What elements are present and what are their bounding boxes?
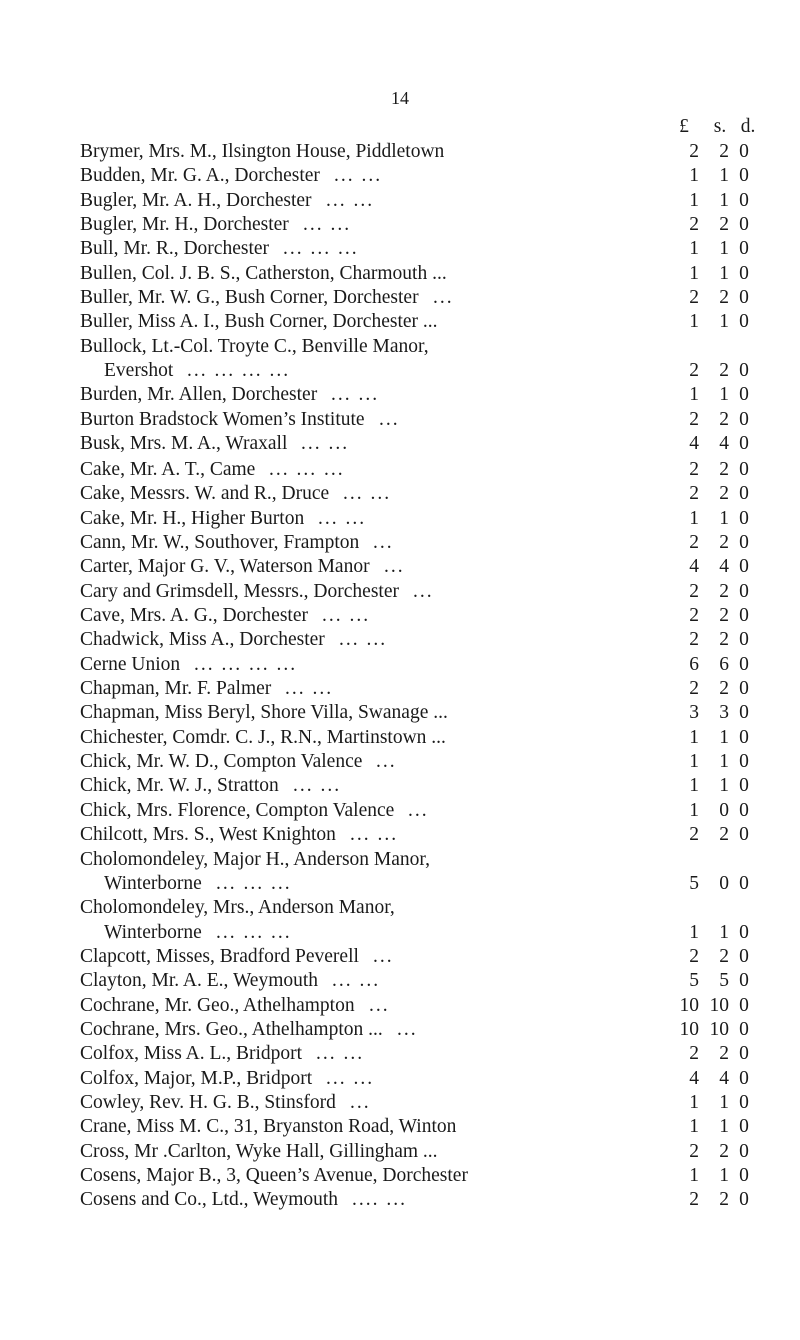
pence-header: d. bbox=[740, 116, 756, 137]
pounds-amount: 2 bbox=[689, 1140, 699, 1162]
pounds-amount: 1 bbox=[689, 751, 699, 773]
subscriber-name: Chichester, Comdr. C. J., R.N., Martinstown ... bbox=[80, 726, 446, 748]
list-item bbox=[0, 531, 800, 555]
list-item bbox=[0, 604, 800, 628]
list-item bbox=[0, 750, 800, 774]
leader-dots: ... ... bbox=[285, 678, 334, 700]
list-item bbox=[0, 555, 800, 579]
pounds-amount: 2 bbox=[689, 605, 699, 627]
leader-dots: ... bbox=[373, 945, 394, 967]
shillings-amount: 5 bbox=[719, 970, 729, 992]
leader-dots: ... bbox=[350, 1091, 371, 1113]
subscriber-name: Brymer, Mrs. M., Ilsington House, Piddletown bbox=[80, 141, 445, 162]
pounds-amount: 1 bbox=[689, 189, 699, 211]
list-item bbox=[0, 359, 800, 383]
list-item bbox=[0, 921, 800, 945]
pounds-amount: 2 bbox=[689, 287, 699, 309]
subscriber-name: Colfox, Miss A. L., Bridport bbox=[80, 1043, 303, 1065]
subscriber-name: Chapman, Mr. F. Palmer bbox=[80, 678, 272, 700]
subscriber-name: Cosens and Co., Ltd., Weymouth bbox=[80, 1189, 339, 1211]
pounds-amount: 2 bbox=[689, 678, 699, 700]
subscriber-name: Cochrane, Mr. Geo., Athelhampton bbox=[80, 994, 355, 1016]
subscriber-name: Winterborne bbox=[104, 921, 202, 943]
list-item bbox=[0, 164, 800, 188]
pence-amount: 0 bbox=[739, 702, 749, 724]
list-item bbox=[0, 507, 800, 531]
list-item bbox=[0, 896, 800, 920]
shillings-amount: 1 bbox=[719, 921, 729, 943]
pounds-amount: 1 bbox=[689, 1116, 699, 1138]
subscriber-name: Cholomondeley, Mrs., Anderson Manor, bbox=[80, 897, 395, 919]
shillings-amount: 1 bbox=[719, 1164, 729, 1186]
list-item bbox=[0, 799, 800, 823]
leader-dots: ... ... ... bbox=[216, 921, 292, 943]
leader-dots: ... bbox=[397, 1018, 418, 1040]
shillings-amount: 2 bbox=[719, 459, 729, 480]
leader-dots: ... ... bbox=[318, 507, 367, 529]
list-item bbox=[0, 140, 800, 164]
shillings-amount: 4 bbox=[719, 433, 729, 455]
pounds-amount: 3 bbox=[689, 702, 699, 724]
shillings-amount: 2 bbox=[719, 1189, 729, 1211]
list-item bbox=[0, 310, 800, 334]
shillings-amount: 1 bbox=[719, 189, 729, 211]
leader-dots: ... ... bbox=[343, 483, 392, 505]
shillings-amount: 2 bbox=[719, 287, 729, 309]
leader-dots: ... ... ... ... bbox=[194, 653, 298, 675]
list-item bbox=[0, 1164, 800, 1188]
list-item bbox=[0, 213, 800, 237]
list-item bbox=[0, 237, 800, 261]
pounds-amount: 2 bbox=[689, 483, 699, 505]
leader-dots: ... bbox=[384, 556, 405, 578]
list-item bbox=[0, 189, 800, 213]
shillings-amount: 1 bbox=[719, 311, 729, 333]
subscriber-name: Cake, Mr. H., Higher Burton bbox=[80, 507, 305, 529]
shillings-amount: 2 bbox=[719, 580, 729, 602]
list-item bbox=[0, 945, 800, 969]
list-item bbox=[0, 482, 800, 506]
subscriber-name: Buller, Mr. W. G., Bush Corner, Dorchester bbox=[80, 287, 419, 309]
pounds-amount: 2 bbox=[689, 408, 699, 430]
pounds-amount: 1 bbox=[689, 262, 699, 284]
subscriber-name: Bugler, Mr. A. H., Dorchester bbox=[80, 189, 312, 211]
shillings-amount: 1 bbox=[719, 726, 729, 748]
list-item bbox=[0, 774, 800, 798]
pounds-amount: 1 bbox=[689, 238, 699, 260]
list-item bbox=[0, 1091, 800, 1115]
pence-amount: 0 bbox=[739, 507, 749, 529]
leader-dots: ... bbox=[373, 532, 394, 554]
pounds-amount: 4 bbox=[689, 433, 699, 455]
subscriber-name: Burton Bradstock Women’s Institute bbox=[80, 408, 365, 430]
pence-amount: 0 bbox=[739, 287, 749, 309]
pounds-amount: 2 bbox=[689, 360, 699, 382]
column-headers bbox=[0, 116, 800, 140]
pounds-amount: 1 bbox=[689, 1091, 699, 1113]
shillings-amount: 2 bbox=[719, 605, 729, 627]
pounds-amount: 2 bbox=[689, 580, 699, 602]
leader-dots: ... ... bbox=[332, 970, 381, 992]
shillings-amount: 2 bbox=[719, 629, 729, 651]
pounds-amount: 2 bbox=[689, 532, 699, 554]
shillings-amount: 4 bbox=[719, 556, 729, 578]
list-item bbox=[0, 872, 800, 896]
pence-amount: 0 bbox=[739, 945, 749, 967]
leader-dots: ... bbox=[376, 751, 397, 773]
pounds-amount: 1 bbox=[689, 799, 699, 821]
shillings-amount: 1 bbox=[719, 751, 729, 773]
shillings-amount: 4 bbox=[719, 1067, 729, 1089]
pence-amount: 0 bbox=[739, 189, 749, 211]
pence-amount: 0 bbox=[739, 384, 749, 406]
pence-amount: 0 bbox=[739, 994, 749, 1016]
subscriber-name: Cross, Mr .Carlton, Wyke Hall, Gillingham ... bbox=[80, 1140, 438, 1162]
pounds-amount: 1 bbox=[689, 726, 699, 748]
leader-dots: ... ... bbox=[303, 214, 352, 236]
leader-dots: ... ... bbox=[350, 824, 399, 846]
subscriber-list-b bbox=[0, 140, 800, 456]
pounds-amount: 5 bbox=[689, 970, 699, 992]
leader-dots: ... ... ... ... bbox=[187, 360, 291, 382]
pounds-amount: 1 bbox=[689, 921, 699, 943]
shillings-amount: 0 bbox=[719, 799, 729, 821]
list-item bbox=[0, 1067, 800, 1091]
leader-dots: ... ... ... bbox=[216, 872, 292, 894]
shillings-amount: 0 bbox=[719, 872, 729, 894]
subscriber-name: Cann, Mr. W., Southover, Frampton bbox=[80, 532, 360, 554]
pounds-amount: 1 bbox=[689, 775, 699, 797]
subscriber-name: Cowley, Rev. H. G. B., Stinsford bbox=[80, 1091, 336, 1113]
leader-dots: ... ... bbox=[326, 1067, 375, 1089]
leader-dots: ... ... bbox=[301, 433, 350, 455]
leader-dots: ... ... bbox=[339, 629, 388, 651]
pence-amount: 0 bbox=[739, 1164, 749, 1186]
leader-dots: ... ... bbox=[316, 1043, 365, 1065]
pence-amount: 0 bbox=[739, 360, 749, 382]
subscriber-name: Chilcott, Mrs. S., West Knighton bbox=[80, 824, 336, 846]
shillings-amount: 2 bbox=[719, 483, 729, 505]
subscriber-name: Bullock, Lt.-Col. Troyte C., Benville Manor, bbox=[80, 335, 429, 357]
subscriber-name: Crane, Miss M. C., 31, Bryanston Road, Winton bbox=[80, 1116, 457, 1138]
pence-amount: 0 bbox=[739, 532, 749, 554]
pence-amount: 0 bbox=[739, 653, 749, 675]
list-item bbox=[0, 969, 800, 993]
list-item bbox=[0, 653, 800, 677]
pence-amount: 0 bbox=[739, 751, 749, 773]
pence-amount: 0 bbox=[739, 970, 749, 992]
shillings-amount: 2 bbox=[719, 824, 729, 846]
subscriber-name: Cochrane, Mrs. Geo., Athelhampton ... bbox=[80, 1018, 383, 1040]
shillings-amount: 1 bbox=[719, 262, 729, 284]
subscriber-name: Cerne Union bbox=[80, 653, 181, 675]
pence-amount: 0 bbox=[739, 775, 749, 797]
leader-dots: ... bbox=[379, 408, 400, 430]
subscriber-name: Carter, Major G. V., Waterson Manor bbox=[80, 556, 370, 578]
list-item bbox=[0, 628, 800, 652]
pounds-amount: 1 bbox=[689, 311, 699, 333]
pence-amount: 0 bbox=[739, 262, 749, 284]
list-item bbox=[0, 1115, 800, 1139]
leader-dots: ... ... bbox=[334, 165, 383, 187]
pence-amount: 0 bbox=[739, 408, 749, 430]
list-item bbox=[0, 848, 800, 872]
pence-amount: 0 bbox=[739, 678, 749, 700]
shillings-amount: 1 bbox=[719, 1091, 729, 1113]
pounds-amount: 5 bbox=[689, 872, 699, 894]
list-item bbox=[0, 383, 800, 407]
pounds-amount: 1 bbox=[689, 507, 699, 529]
subscriber-name: Cave, Mrs. A. G., Dorchester bbox=[80, 605, 308, 627]
list-item bbox=[0, 335, 800, 359]
shillings-amount: 3 bbox=[719, 702, 729, 724]
pence-amount: 0 bbox=[739, 214, 749, 236]
shillings-amount: 1 bbox=[719, 384, 729, 406]
pence-amount: 0 bbox=[739, 629, 749, 651]
shillings-amount: 2 bbox=[719, 945, 729, 967]
shillings-amount: 2 bbox=[719, 532, 729, 554]
pence-amount: 0 bbox=[739, 824, 749, 846]
pence-amount: 0 bbox=[739, 799, 749, 821]
pounds-amount: 6 bbox=[689, 653, 699, 675]
pounds-amount: 4 bbox=[689, 556, 699, 578]
subscriber-name: Clapcott, Misses, Bradford Peverell bbox=[80, 945, 359, 967]
pounds-amount: 1 bbox=[689, 384, 699, 406]
pounds-header: £ bbox=[679, 116, 689, 137]
pounds-amount: 1 bbox=[689, 165, 699, 187]
shillings-amount: 2 bbox=[719, 141, 729, 162]
list-item bbox=[0, 432, 800, 456]
list-item bbox=[0, 1042, 800, 1066]
leader-dots: ... bbox=[369, 994, 390, 1016]
leader-dots: .... ... bbox=[352, 1189, 407, 1211]
list-item bbox=[0, 823, 800, 847]
list-item bbox=[0, 726, 800, 750]
subscriber-name: Chapman, Miss Beryl, Shore Villa, Swanage ... bbox=[80, 702, 448, 724]
subscriber-name: Cary and Grimsdell, Messrs., Dorchester bbox=[80, 580, 399, 602]
pence-amount: 0 bbox=[739, 726, 749, 748]
pence-amount: 0 bbox=[739, 141, 749, 162]
pounds-amount: 2 bbox=[689, 214, 699, 236]
pounds-amount: 1 bbox=[689, 1164, 699, 1186]
pence-amount: 0 bbox=[739, 238, 749, 260]
shillings-amount: 2 bbox=[719, 1140, 729, 1162]
list-item bbox=[0, 994, 800, 1018]
shillings-amount: 2 bbox=[719, 214, 729, 236]
pence-amount: 0 bbox=[739, 1189, 749, 1211]
subscriber-list-c bbox=[0, 458, 800, 1213]
pence-amount: 0 bbox=[739, 580, 749, 602]
pence-amount: 0 bbox=[739, 459, 749, 480]
subscriber-name: Chick, Mr. W. J., Stratton bbox=[80, 775, 279, 797]
list-item bbox=[0, 1140, 800, 1164]
pence-amount: 0 bbox=[739, 483, 749, 505]
pounds-amount: 2 bbox=[689, 1043, 699, 1065]
list-item bbox=[0, 1018, 800, 1042]
pence-amount: 0 bbox=[739, 921, 749, 943]
pounds-amount: 10 bbox=[679, 994, 699, 1016]
list-item bbox=[0, 580, 800, 604]
list-item bbox=[0, 286, 800, 310]
leader-dots: ... ... bbox=[322, 605, 371, 627]
pounds-amount: 10 bbox=[679, 1018, 699, 1040]
leader-dots: ... bbox=[408, 799, 429, 821]
shillings-amount: 2 bbox=[719, 408, 729, 430]
pence-amount: 0 bbox=[739, 1018, 749, 1040]
pounds-amount: 2 bbox=[689, 1189, 699, 1211]
subscriber-name: Chick, Mr. W. D., Compton Valence bbox=[80, 751, 363, 773]
pounds-amount: 2 bbox=[689, 945, 699, 967]
pounds-amount: 2 bbox=[689, 824, 699, 846]
shillings-amount: 2 bbox=[719, 1043, 729, 1065]
list-item bbox=[0, 262, 800, 286]
subscriber-name: Chick, Mrs. Florence, Compton Valence bbox=[80, 799, 395, 821]
list-item bbox=[0, 701, 800, 725]
subscriber-name: Buller, Miss A. I., Bush Corner, Dorchester ... bbox=[80, 311, 438, 333]
pence-amount: 0 bbox=[739, 1043, 749, 1065]
subscriber-name: Bullen, Col. J. B. S., Catherston, Charmouth ... bbox=[80, 262, 447, 284]
shillings-amount: 6 bbox=[719, 653, 729, 675]
pounds-amount: 2 bbox=[689, 459, 699, 480]
pounds-amount: 2 bbox=[689, 141, 699, 162]
shillings-amount: 1 bbox=[719, 165, 729, 187]
pence-amount: 0 bbox=[739, 872, 749, 894]
leader-dots: ... ... ... bbox=[283, 238, 359, 260]
list-item bbox=[0, 677, 800, 701]
subscriber-name: Colfox, Major, M.P., Bridport bbox=[80, 1067, 313, 1089]
shillings-amount: 1 bbox=[719, 1116, 729, 1138]
leader-dots: ... ... ... bbox=[269, 459, 345, 480]
subscriber-name: Bull, Mr. R., Dorchester bbox=[80, 238, 270, 260]
page-number: 14 bbox=[391, 88, 409, 108]
shillings-amount: 2 bbox=[719, 678, 729, 700]
subscriber-name: Busk, Mrs. M. A., Wraxall bbox=[80, 433, 288, 455]
pence-amount: 0 bbox=[739, 1067, 749, 1089]
pounds-amount: 4 bbox=[689, 1067, 699, 1089]
shillings-header: s. bbox=[713, 116, 727, 137]
leader-dots: ... ... bbox=[293, 775, 342, 797]
subscriber-name: Budden, Mr. G. A., Dorchester bbox=[80, 165, 320, 187]
subscriber-name: Bugler, Mr. H., Dorchester bbox=[80, 214, 289, 236]
subscriber-name: Winterborne bbox=[104, 872, 202, 894]
subscriber-name: Cholomondeley, Major H., Anderson Manor, bbox=[80, 848, 430, 870]
shillings-amount: 10 bbox=[709, 1018, 729, 1040]
shillings-amount: 10 bbox=[709, 994, 729, 1016]
leader-dots: ... bbox=[413, 580, 434, 602]
pence-amount: 0 bbox=[739, 165, 749, 187]
shillings-amount: 2 bbox=[719, 360, 729, 382]
subscriber-name: Evershot bbox=[104, 360, 174, 382]
subscriber-name: Chadwick, Miss A., Dorchester bbox=[80, 629, 325, 651]
list-item bbox=[0, 458, 800, 482]
pounds-amount: 2 bbox=[689, 629, 699, 651]
shillings-amount: 1 bbox=[719, 507, 729, 529]
leader-dots: ... ... bbox=[326, 189, 375, 211]
pence-amount: 0 bbox=[739, 605, 749, 627]
list-item bbox=[0, 408, 800, 432]
leader-dots: ... bbox=[433, 287, 454, 309]
leader-dots: ... ... bbox=[331, 384, 380, 406]
pence-amount: 0 bbox=[739, 311, 749, 333]
shillings-amount: 1 bbox=[719, 238, 729, 260]
subscriber-name: Burden, Mr. Allen, Dorchester bbox=[80, 384, 318, 406]
shillings-amount: 1 bbox=[719, 775, 729, 797]
pence-amount: 0 bbox=[739, 1140, 749, 1162]
subscriber-name: Cake, Messrs. W. and R., Druce bbox=[80, 483, 330, 505]
pence-amount: 0 bbox=[739, 1091, 749, 1113]
pence-amount: 0 bbox=[739, 433, 749, 455]
pence-amount: 0 bbox=[739, 1116, 749, 1138]
subscriber-name: Clayton, Mr. A. E., Weymouth bbox=[80, 970, 319, 992]
pence-amount: 0 bbox=[739, 556, 749, 578]
subscriber-name: Cake, Mr. A. T., Came bbox=[80, 459, 256, 480]
list-item bbox=[0, 1188, 800, 1212]
subscriber-name: Cosens, Major B., 3, Queen’s Avenue, Dorchester bbox=[80, 1164, 468, 1186]
